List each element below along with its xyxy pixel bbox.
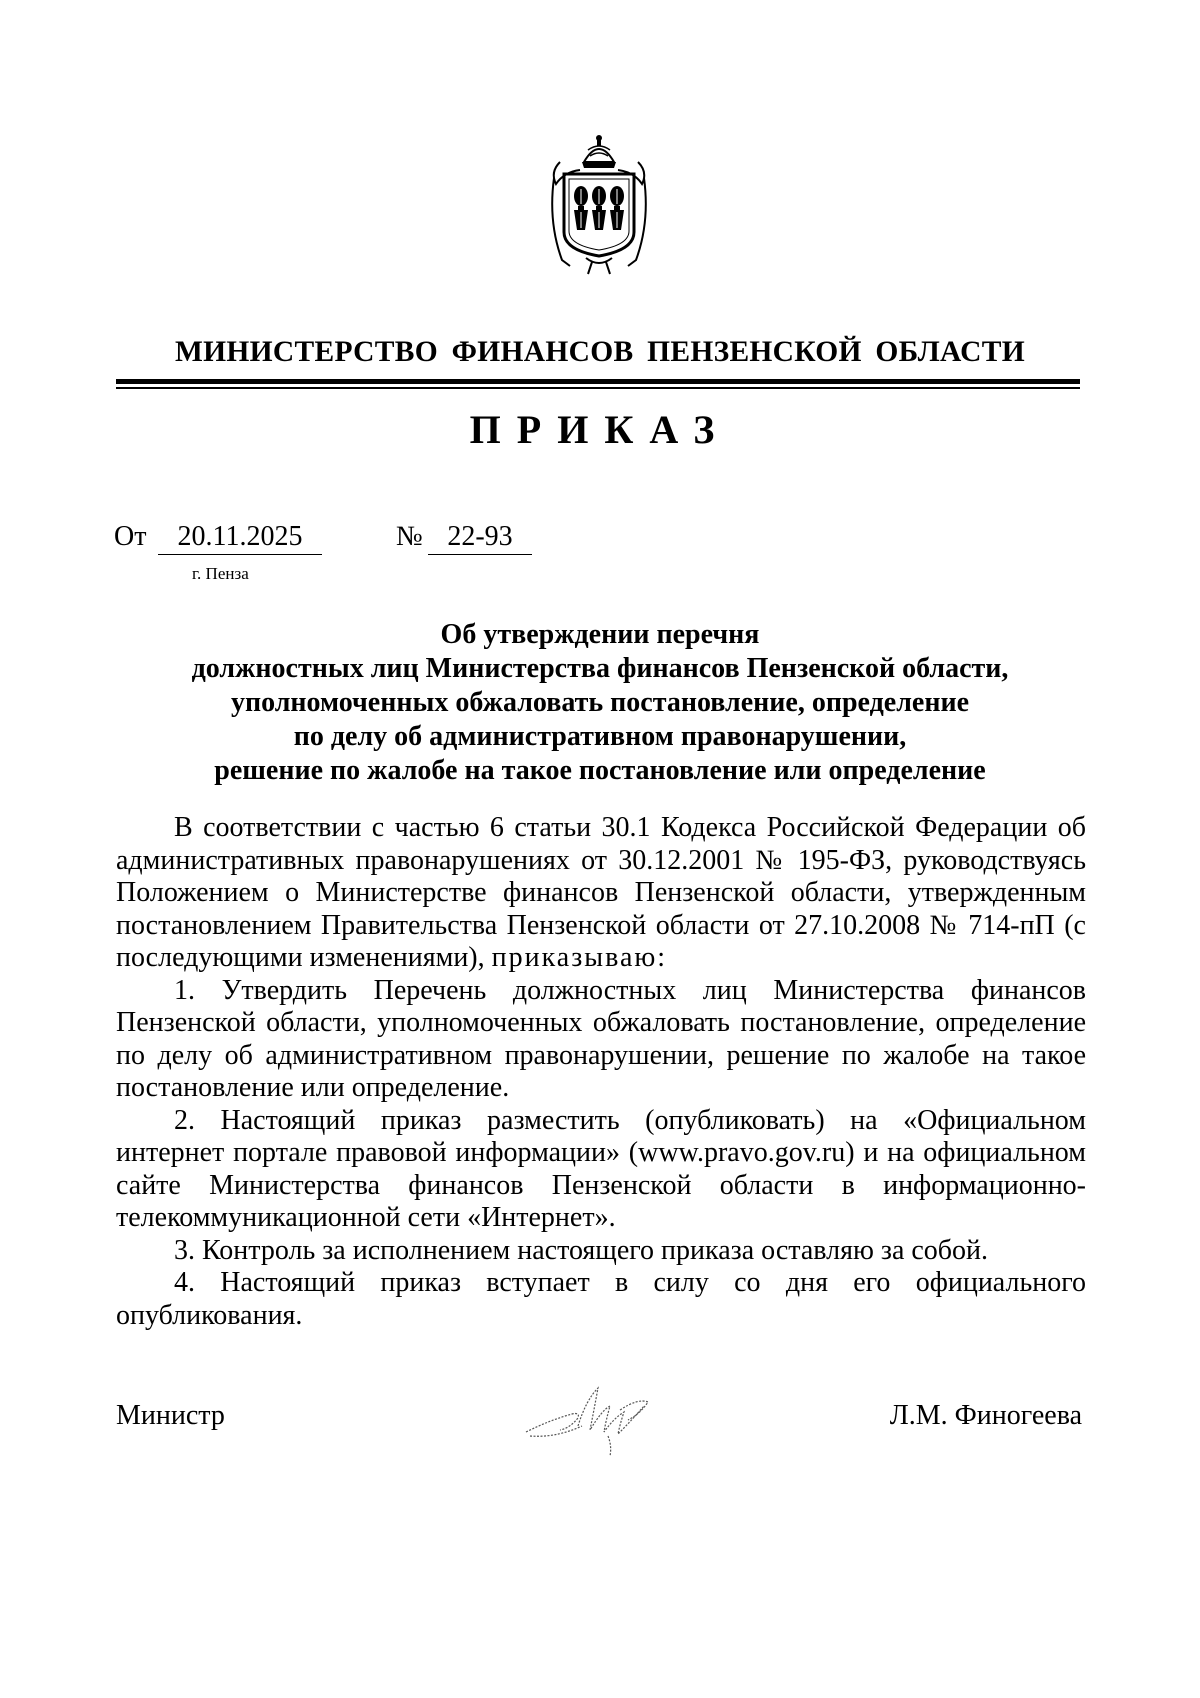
date-prefix-label: От (114, 521, 147, 552)
document-subject (120, 618, 1080, 788)
preamble-paragraph (116, 812, 1086, 975)
number-sign-label: № (396, 521, 423, 552)
document-date: 20.11.2025 (158, 520, 322, 555)
subject-line: Об утверждении перечня (440, 619, 760, 650)
document-type-title: ПРИКАЗ (469, 407, 731, 452)
order-item: 3. Контроль за исполнением настоящего приказа оставляю за собой. (174, 1234, 989, 1266)
subject-line: уполномоченных обжаловать постановление, определение (230, 687, 970, 718)
subject-line: должностных лиц Министерства финансов Пензенской области, (191, 653, 1009, 684)
subject-line: решение по жалобе на такое постановление или определение (214, 755, 986, 786)
order-word: приказываю: (491, 942, 668, 973)
signature-icon (520, 1380, 670, 1460)
ministry-name: МИНИСТЕРСТВО ФИНАНСОВ ПЕНЗЕНСКОЙ ОБЛАСТИ (175, 336, 1025, 368)
subject-line: по делу об административном правонарушении, (293, 721, 907, 752)
document-body (116, 812, 1086, 1332)
issue-city: г. Пенза (192, 564, 249, 583)
signer-title: Министр (116, 1400, 225, 1431)
order-item: 1. Утвердить Перечень должностных лиц Министерства финансов Пензенской области, уполномоченных обжаловать постановление, определение по делу об административном правонарушении, решение по жалобе на такое постановление или определение. (116, 974, 1086, 1103)
document-number: 22-93 (428, 520, 532, 555)
order-item: 4. Настоящий приказ вступает в силу со дня его официального опубликования. (116, 1267, 1086, 1331)
header-rule-thick (116, 379, 1080, 384)
coat-of-arms-icon (540, 132, 658, 282)
order-item: 2. Настоящий приказ разместить (опубликовать) на «Официальном интернет портале правовой информации» (www.pravo.gov.ru) и на официальном сайте Министерства финансов Пензенской области в информационно-телекоммуникационной сети «Интернет». (116, 1104, 1086, 1233)
header-rule-thin (116, 387, 1080, 389)
preamble-text: В соответствии с частью 6 статьи 30.1 Кодекса Российской Федерации об административных правонарушениях от 30.12.2001 № 195-ФЗ, руководствуясь Положением о Министерстве финансов Пензенской области, утвержденным постановлением Правительства Пензенской области от 27.10.2008 № 714-пП (с последующими изменениями), (116, 812, 1086, 973)
signer-name: Л.М. Финогеева (889, 1400, 1082, 1431)
